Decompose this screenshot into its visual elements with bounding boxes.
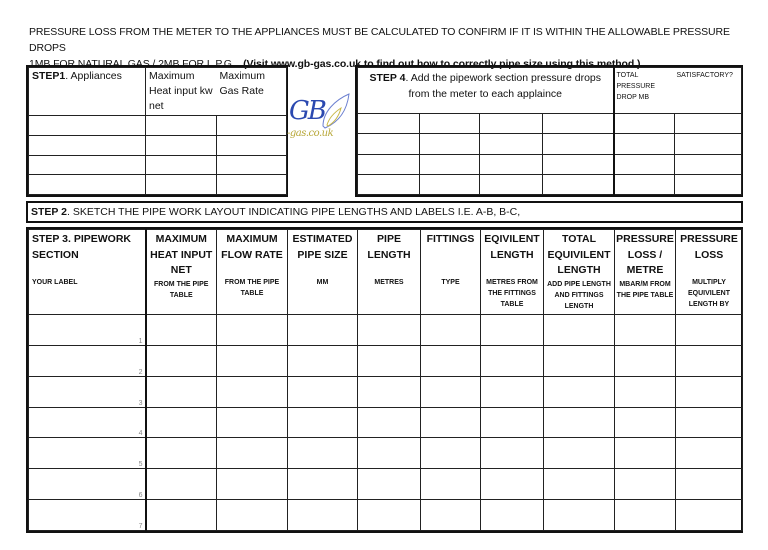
section-label-cell[interactable]: [29, 438, 146, 469]
step4-cell[interactable]: [358, 134, 420, 154]
step3-col-pressure-loss-per-metre: PRESSURE LOSS / METRE MBAR/M FROM THE PIPE TABLE: [615, 230, 676, 315]
table-cell[interactable]: [544, 469, 615, 500]
step4-cell[interactable]: [480, 174, 543, 194]
table-cell[interactable]: [146, 500, 217, 531]
step4-satisfactory-cell[interactable]: [675, 174, 742, 194]
step3-col-equivalent-length: EQIVILENT LENGTH METRES FROM THE FITTINGS TABLE: [481, 230, 544, 315]
row-number: 5: [138, 461, 143, 469]
step3-col-pressure-loss: PRESSURE LOSS MULTIPLY EQUIVILENT LENGTH BY: [676, 230, 743, 315]
table-cell[interactable]: [615, 376, 676, 407]
row-number: 2: [138, 368, 143, 376]
row-number: 7: [138, 523, 143, 530]
table-cell[interactable]: [358, 407, 421, 438]
step1-cell[interactable]: [217, 175, 287, 195]
table-cell[interactable]: [421, 376, 481, 407]
table-cell[interactable]: [288, 345, 358, 376]
step3-col-total-equivalent-length: TOTAL EQUIVILENT LENGTH ADD PIPE LENGTH AND FITTINGS LENGTH: [544, 230, 615, 315]
table-cell[interactable]: [544, 376, 615, 407]
table-cell[interactable]: [615, 500, 676, 531]
table-cell[interactable]: [358, 315, 421, 346]
step3-col-pipe-length: PIPE LENGTH METRES: [358, 230, 421, 315]
logo-brand: GB: [289, 96, 325, 126]
section-label-cell[interactable]: [29, 315, 146, 346]
step2-label: STEP 2: [31, 206, 67, 218]
step4-total-cell[interactable]: [614, 154, 675, 174]
step4-label: STEP 4: [369, 72, 406, 84]
step4-total-cell[interactable]: [614, 114, 675, 134]
table-cell[interactable]: [217, 438, 288, 469]
intro-line-1: PRESSURE LOSS FROM THE METER TO THE APPLIANCES MUST BE CALCULATED TO CONFIRM IF IT IS WITHIN THE ALLOWABLE PRESSURE DROPS: [29, 26, 730, 54]
section-label-cell[interactable]: [29, 469, 146, 500]
step4-cell[interactable]: [420, 154, 480, 174]
table-cell[interactable]: [358, 500, 421, 531]
table-cell[interactable]: [146, 469, 217, 500]
table-cell[interactable]: [615, 438, 676, 469]
step4-col-satisfactory: SATISFACTORY?: [675, 68, 742, 114]
step4-cell[interactable]: [480, 114, 543, 134]
step1-cell[interactable]: [29, 116, 146, 136]
table-cell[interactable]: [288, 315, 358, 346]
step3-col-pipe-size: ESTIMATED PIPE SIZE MM: [288, 230, 358, 315]
step1-cell[interactable]: [146, 135, 217, 155]
table-row: [29, 407, 743, 438]
step1-cell[interactable]: [29, 135, 146, 155]
step4-cell[interactable]: [543, 134, 614, 154]
section-label-cell[interactable]: [29, 500, 146, 531]
table-cell[interactable]: [481, 315, 544, 346]
table-cell[interactable]: [146, 315, 217, 346]
row-number: 1: [138, 337, 143, 345]
table-cell[interactable]: [544, 407, 615, 438]
table-cell[interactable]: [288, 438, 358, 469]
table-cell[interactable]: [288, 376, 358, 407]
table-cell[interactable]: [217, 315, 288, 346]
step3-pipework-table: [26, 227, 743, 533]
step4-cell[interactable]: [480, 154, 543, 174]
step4-label-rest: . Add the pipework section pressure drops from the meter to each applaince: [405, 72, 602, 100]
table-cell[interactable]: [358, 345, 421, 376]
gb-gas-logo: [287, 92, 351, 150]
table-cell[interactable]: [421, 315, 481, 346]
table-cell[interactable]: [615, 315, 676, 346]
section-label-cell[interactable]: [29, 345, 146, 376]
table-cell[interactable]: [676, 345, 743, 376]
intro-gas-limits: 1MB FOR NATURAL GAS / 2MB FOR L.P.G.: [29, 58, 235, 70]
step1-cell[interactable]: [146, 175, 217, 195]
table-cell[interactable]: [676, 438, 743, 469]
step1-col-heat-input: Maximum Heat input kw net: [146, 68, 217, 116]
step4-total-cell[interactable]: [614, 174, 675, 194]
table-cell[interactable]: [481, 345, 544, 376]
table-row: [29, 315, 743, 346]
step1-cell[interactable]: [146, 155, 217, 175]
table-cell[interactable]: [421, 438, 481, 469]
row-number: 6: [138, 492, 143, 500]
step3-col-max-flow-rate: MAXIMUM FLOW RATE FROM THE PIPE TABLE: [217, 230, 288, 315]
step1-cell[interactable]: [217, 155, 287, 175]
step4-total-cell[interactable]: [614, 134, 675, 154]
step3-col-fittings: FITTINGS TYPE: [421, 230, 481, 315]
table-cell[interactable]: [481, 469, 544, 500]
table-cell[interactable]: [421, 407, 481, 438]
step4-cell[interactable]: [420, 114, 480, 134]
section-label-cell[interactable]: [29, 407, 146, 438]
table-cell[interactable]: [481, 500, 544, 531]
table-cell[interactable]: [544, 345, 615, 376]
table-cell[interactable]: [288, 469, 358, 500]
step3-header-row: [29, 230, 743, 315]
table-cell[interactable]: [676, 500, 743, 531]
step4-satisfactory-cell[interactable]: [675, 134, 742, 154]
step1-appliances-table: [26, 65, 288, 197]
table-cell[interactable]: [676, 469, 743, 500]
step4-cell[interactable]: [358, 114, 420, 134]
table-cell[interactable]: [421, 469, 481, 500]
logo-site: -gas.co.uk: [287, 128, 334, 139]
table-cell[interactable]: [217, 376, 288, 407]
step2-label-rest: . SKETCH THE PIPE WORK LAYOUT INDICATING PIPE LENGTHS AND LABELS I.E. A-B, B-C,: [67, 206, 521, 218]
table-cell[interactable]: [358, 469, 421, 500]
table-cell[interactable]: [358, 376, 421, 407]
table-cell[interactable]: [421, 345, 481, 376]
table-cell[interactable]: [676, 315, 743, 346]
table-cell[interactable]: [544, 500, 615, 531]
step1-cell[interactable]: [217, 116, 287, 136]
step1-label: STEP1: [32, 70, 66, 82]
table-cell[interactable]: [358, 438, 421, 469]
table-cell[interactable]: [288, 407, 358, 438]
table-cell[interactable]: [217, 500, 288, 531]
step1-cell[interactable]: [146, 116, 217, 136]
step3-col-section: STEP 3. PIPEWORK SECTION YOUR LABEL: [29, 230, 146, 315]
table-row: [29, 469, 743, 500]
step4-cell[interactable]: [358, 174, 420, 194]
step4-cell[interactable]: [480, 134, 543, 154]
step4-cell[interactable]: [358, 154, 420, 174]
table-row: [29, 500, 743, 531]
step4-cell[interactable]: [420, 134, 480, 154]
table-cell[interactable]: [676, 376, 743, 407]
table-cell[interactable]: [288, 500, 358, 531]
section-label-cell[interactable]: [29, 376, 146, 407]
table-cell[interactable]: [615, 469, 676, 500]
step2-sketch-bar[interactable]: [26, 201, 743, 223]
step4-cell[interactable]: [543, 174, 614, 194]
step4-col-total-pressure-drop: TOTAL PRESSURE DROP MB: [614, 68, 675, 114]
table-row: [29, 438, 743, 469]
step1-cell[interactable]: [29, 155, 146, 175]
table-cell[interactable]: [217, 407, 288, 438]
table-cell[interactable]: [146, 438, 217, 469]
table-cell[interactable]: [676, 407, 743, 438]
table-cell[interactable]: [217, 469, 288, 500]
intro-website-note: (Visit www.gb-gas.co.uk to find out how to correctly pipe size using this method.): [243, 58, 641, 70]
table-cell[interactable]: [481, 407, 544, 438]
step1-cell[interactable]: [29, 175, 146, 195]
table-row: [29, 345, 743, 376]
step1-label-rest: . Appliances: [65, 70, 122, 82]
table-cell[interactable]: [146, 376, 217, 407]
step4-cell[interactable]: [543, 154, 614, 174]
step4-cell[interactable]: [420, 174, 480, 194]
table-cell[interactable]: [615, 345, 676, 376]
step4-cell[interactable]: [543, 114, 614, 134]
step4-satisfactory-cell[interactable]: [675, 114, 742, 134]
step4-satisfactory-cell[interactable]: [675, 154, 742, 174]
table-cell[interactable]: [217, 345, 288, 376]
table-cell[interactable]: [146, 407, 217, 438]
table-cell[interactable]: [481, 376, 544, 407]
row-number: 4: [138, 430, 143, 438]
row-number: 3: [138, 399, 143, 407]
step1-cell[interactable]: [217, 135, 287, 155]
step1-header: [29, 68, 146, 116]
table-cell[interactable]: [146, 345, 217, 376]
step3-col-max-heat-input: MAXIMUM HEAT INPUT NET FROM THE PIPE TABLE: [146, 230, 217, 315]
step4-pressure-drop-table: [355, 65, 743, 197]
table-cell[interactable]: [615, 407, 676, 438]
table-row: [29, 376, 743, 407]
step1-col-gas-rate: Maximum Gas Rate: [217, 68, 287, 116]
step4-header: [358, 68, 614, 114]
table-cell[interactable]: [544, 438, 615, 469]
table-cell[interactable]: [421, 500, 481, 531]
table-cell[interactable]: [481, 438, 544, 469]
table-cell[interactable]: [544, 315, 615, 346]
